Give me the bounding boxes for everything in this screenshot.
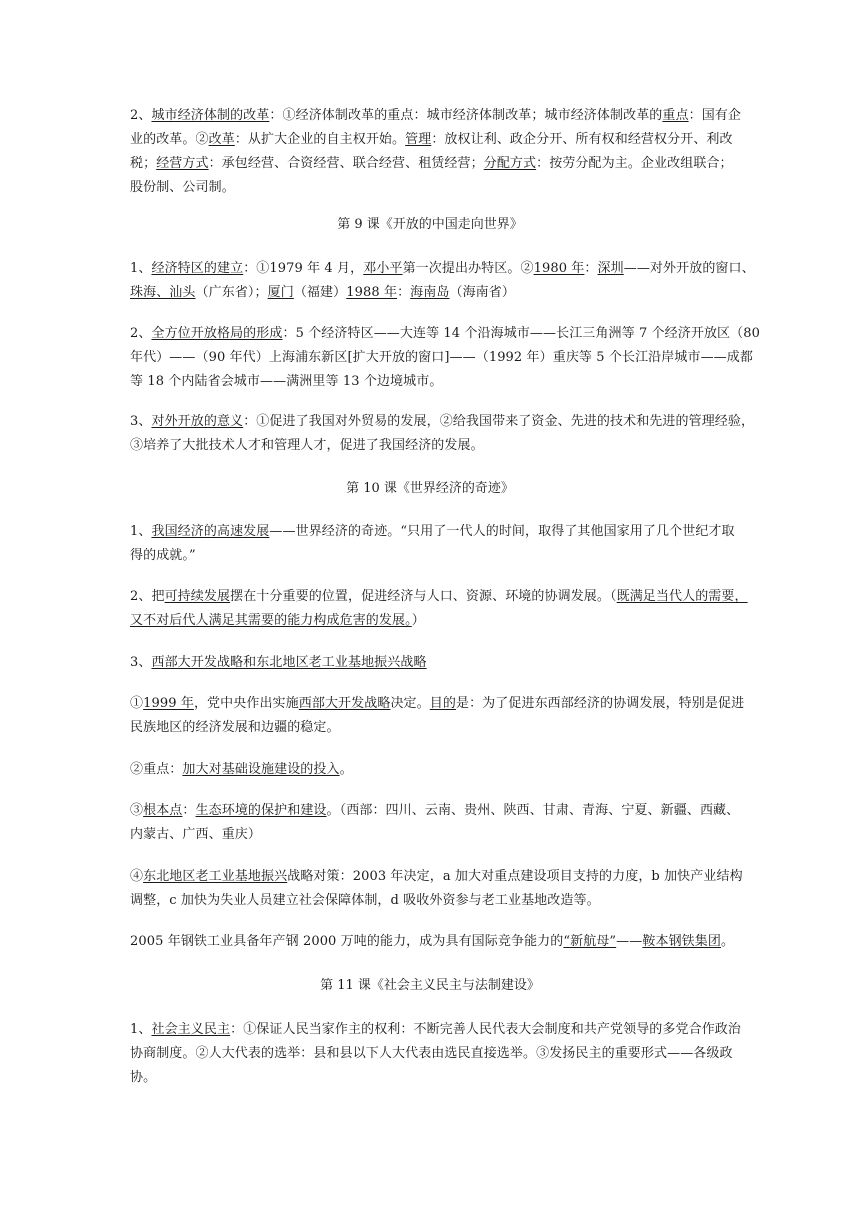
text-run: 协商制度。②人大代表的选举：县和县以下人大代表由选民直接选举。③发扬民主的重要形式——各级政 (130, 1046, 733, 1061)
text-line (130, 152, 733, 176)
text-run: ：①1979 年 4 月， (243, 261, 364, 276)
text-run: 3、 (130, 414, 152, 429)
underlined-term: 珠海、汕头 (130, 285, 196, 300)
underlined-term: 西部大开发战略和东北地区老工业基地振兴战略 (151, 655, 427, 670)
text-run: 是：为了促进东西部经济的协调发展，特别是促进 (455, 696, 745, 711)
text-run: ：从扩大企业的自主权开始。 (234, 132, 406, 147)
text-run: 2、 (130, 108, 152, 123)
text-run: 1、 (130, 524, 152, 539)
text-line (130, 1066, 730, 1090)
underlined-term: 管理 (405, 132, 432, 147)
underlined-term: 改革 (208, 132, 235, 147)
text-run: 协。 (130, 1070, 157, 1085)
text-run: 内蒙古、广西、重庆） (130, 827, 262, 842)
p-west-1999 (130, 692, 745, 740)
text-run: ： (397, 285, 411, 300)
underlined-term: 东北地区老工业基地振兴 (143, 869, 288, 884)
underlined-term: 既满足当代人的需要， (616, 589, 748, 604)
text-line (130, 585, 748, 609)
underlined-term: 全方位开放格局的形成 (151, 326, 283, 341)
p-root (130, 799, 740, 847)
text-line (130, 257, 755, 281)
text-run: 摆在十分重要的位置，促进经济与人口、资源、环境的协调发展。（ (230, 589, 617, 604)
underlined-term: 对外开放的意义 (151, 414, 244, 429)
p-democracy (130, 1018, 741, 1090)
text-run: ：①促进了我国对外贸易的发展，②给我国带来了资金、先进的技术和先进的管理经验， (243, 414, 755, 429)
text-line (130, 434, 730, 458)
h-lesson9: 第 9 课《开放的中国走向世界》 (337, 217, 523, 232)
text-run: （广东省）； (195, 285, 268, 300)
text-run: 决定。 (390, 696, 430, 711)
text-line (130, 651, 730, 675)
underlined-term: 重点 (662, 108, 689, 123)
p-city-reform (130, 104, 742, 200)
text-run: ： (584, 261, 598, 276)
p-focus (130, 758, 730, 782)
underlined-term: 可持续发展 (164, 589, 231, 604)
text-run: ：放权让利、政企分开、所有权和经营权分开、利改 (431, 132, 733, 147)
text-run: ：国有企 (688, 108, 742, 123)
text-run: ②重点： (130, 762, 183, 777)
text-run: 第一次提出办特区。② (402, 261, 534, 276)
text-run: —— (616, 934, 643, 949)
p-northeast (130, 865, 743, 913)
text-line (130, 370, 730, 394)
text-line (130, 823, 730, 847)
text-run: 民族地区的经济发展和边疆的稳定。 (130, 720, 340, 735)
text-run: 税； (130, 156, 157, 171)
text-run: ③ (130, 803, 144, 818)
text-run: 2005 年钢铁工业具备年产钢 2000 万吨的能力，成为具有国际竞争能力的 (130, 934, 564, 949)
underlined-term: 我国经济的高速发展 (151, 524, 270, 539)
text-run: ，党中央作出实施 (193, 696, 299, 711)
p-angang (130, 930, 735, 954)
text-line (130, 346, 753, 370)
text-line (130, 281, 730, 305)
p-opening-pattern (130, 322, 760, 394)
text-run: ：①保证人民当家作主的权利：不断完善人民代表大会制度和共产党领导的多党合作政治 (230, 1022, 741, 1037)
underlined-term: 经济特区的建立 (151, 261, 244, 276)
text-line (130, 1018, 741, 1042)
underlined-term: 分配方式 (483, 156, 537, 171)
text-run: 年代）——（90 年代）上海浦东新区[扩大开放的窗口]——（1992 年）重庆等 5 个长江沿岸城市——成都 (130, 350, 753, 365)
underlined-term: 又不对后代人满足其需要的能力构成危害的发展。 (130, 613, 412, 628)
underlined-term: 经营方式 (156, 156, 209, 171)
text-line (130, 930, 735, 954)
text-run: ④ (130, 869, 144, 884)
underlined-term: 深圳 (597, 261, 624, 276)
text-line (130, 609, 730, 633)
text-run: ：①经济体制改革的重点：城市经济体制改革；城市经济体制改革的 (269, 108, 663, 123)
text-line (130, 104, 742, 128)
text-run: ：5 个经济特区——大连等 14 个沿海城市——长江三角洲等 7 个经济开放区（80 (282, 326, 760, 341)
text-run: 1、 (130, 261, 152, 276)
underlined-term: “新航母” (563, 934, 617, 949)
text-run: 等 18 个内陆省会城市——满洲里等 13 个边境城市。 (130, 374, 443, 389)
underlined-term: 厦门 (267, 285, 294, 300)
text-run: （福建） (293, 285, 347, 300)
text-line (130, 322, 760, 346)
underlined-term: 1980 年 (533, 261, 585, 276)
text-line (130, 520, 735, 544)
text-run: 2、把 (130, 589, 165, 604)
underlined-term: 邓小平 (363, 261, 403, 276)
text-line (130, 692, 745, 716)
text-line (130, 410, 755, 434)
text-run: 。 (720, 934, 735, 949)
text-line (130, 799, 740, 823)
text-run: ——世界经济的奇迹。“只用了一代人的时间，取得了其他国家用了几个世纪才取 (269, 524, 735, 539)
text-line (130, 176, 730, 200)
text-line (130, 758, 730, 782)
text-line (130, 865, 743, 889)
text-run: 股份制、公司制。 (130, 180, 235, 195)
p-opening-meaning (130, 410, 755, 458)
text-run: ③培养了大批技术人才和管理人才，促进了我国经济的发展。 (130, 438, 484, 453)
text-run: 调整，c 加快为失业人员建立社会保障体制，d 吸收外资参与老工业基地改造等。 (130, 893, 600, 908)
p-sustainable (130, 585, 748, 633)
text-run: ） (411, 613, 425, 628)
underlined-term: 鞍本钢铁集团 (642, 934, 721, 949)
h-lesson11: 第 11 课《社会主义民主与法制建设》 (320, 978, 540, 993)
underlined-term: 根本点 (143, 803, 183, 818)
text-run: 战略对策：2003 年决定，a 加大对重点建设项目支持的力度，b 加快产业结构 (287, 869, 743, 884)
p-sez (130, 257, 755, 305)
text-run: 得的成就。” (130, 548, 196, 563)
p-growth (130, 520, 735, 568)
text-run: 业的改革。② (130, 132, 209, 147)
underlined-term: 西部大开发战略 (298, 696, 391, 711)
text-run: ：按劳分配为主。企业改组联合； (536, 156, 733, 171)
h-lesson10: 第 10 课《世界经济的奇迹》 (346, 481, 514, 496)
text-run: ： (182, 803, 196, 818)
underlined-term: 1999 年 (143, 696, 194, 711)
underlined-term: 1988 年 (346, 285, 398, 300)
text-run: ① (130, 696, 144, 711)
text-run: 。（西部：四川、云南、贵州、陕西、甘肃、青海、宁夏、新疆、西藏、 (326, 803, 740, 818)
text-run: 1、 (130, 1022, 152, 1037)
text-line (130, 889, 730, 913)
text-run: （海南省） (449, 285, 515, 300)
text-line (130, 1042, 733, 1066)
text-line (130, 716, 730, 740)
underlined-term: 社会主义民主 (151, 1022, 231, 1037)
underlined-term: 海南岛 (410, 285, 450, 300)
text-run: ——对外开放的窗口、 (623, 261, 755, 276)
text-run: 2、 (130, 326, 152, 341)
underlined-term: 生态环境的保护和建设 (195, 803, 327, 818)
underlined-term: 目的 (429, 696, 456, 711)
p-strategy-title (130, 651, 730, 675)
text-line (130, 544, 730, 568)
underlined-term: 城市经济体制的改革 (151, 108, 270, 123)
text-run: 3、 (130, 655, 152, 670)
text-run: ：承包经营、合资经营、联合经营、租赁经营； (208, 156, 484, 171)
underlined-term: 加大对基础设施建设的投入 (182, 762, 340, 777)
text-line (130, 128, 733, 152)
text-run: 。 (339, 762, 353, 777)
